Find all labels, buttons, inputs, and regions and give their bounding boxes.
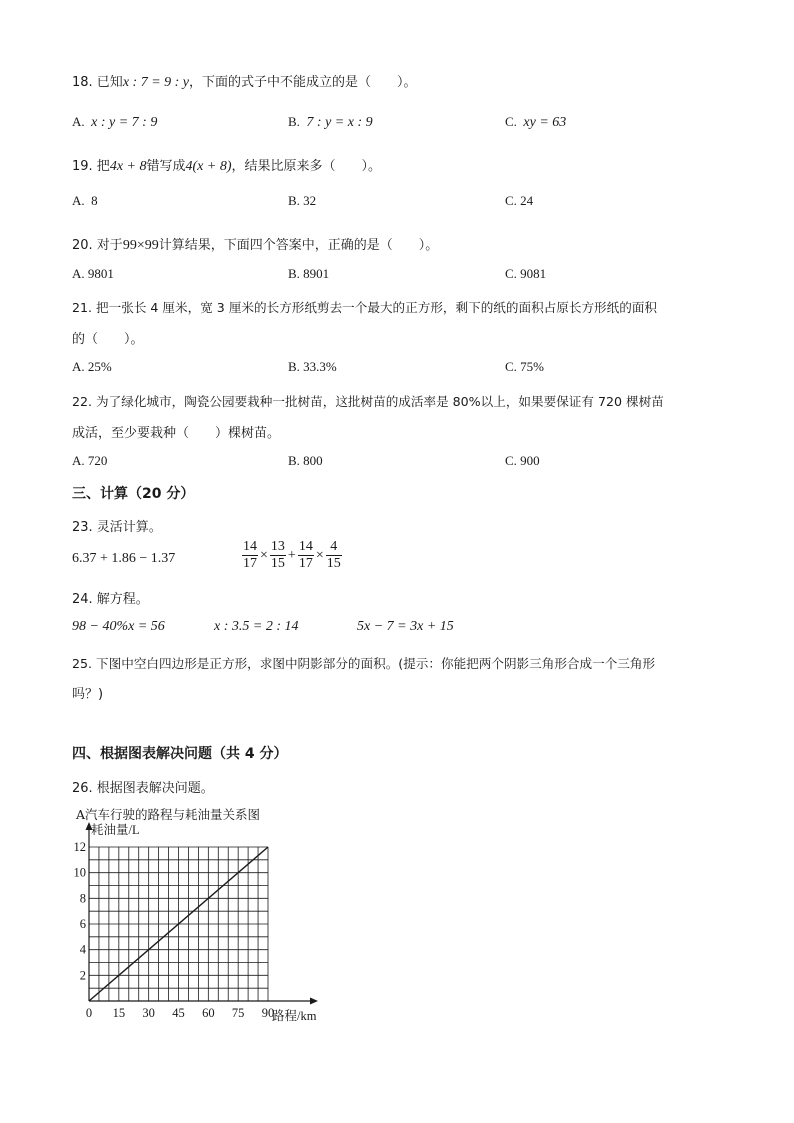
x-tick-label: 60: [202, 1006, 215, 1020]
q18-stem: [72, 71, 417, 91]
q25-stem-line2: 吗？): [72, 687, 104, 702]
x-axis-arrow: [310, 998, 318, 1005]
q23-expression-1: 6.37 + 1.86 − 1.37: [72, 551, 176, 566]
x-tick-label: 30: [142, 1006, 155, 1020]
line-chart: [60, 820, 340, 1030]
x-axis-label: 路程/km: [272, 1009, 317, 1023]
q22-option-c[interactable]: C. 900: [505, 453, 540, 468]
q24-stem: 24. 解方程。: [72, 592, 149, 607]
x-tick-label: 0: [85, 1006, 93, 1020]
x-tick-label: 90: [261, 1006, 275, 1020]
q19-stem: 19. 把4x + 8错写成4(x + 8)，结果比原来多（ ）。: [72, 159, 382, 174]
q19-option-b[interactable]: B. 32: [288, 193, 317, 208]
x-tick-label: 75: [231, 1006, 245, 1020]
q21-option-a[interactable]: A. 25%: [72, 359, 112, 374]
q19-option-a[interactable]: A. 8: [72, 193, 98, 208]
x-tick-label: 15: [112, 1006, 126, 1020]
x-tick-label: 45: [172, 1006, 185, 1020]
y-tick-label: 12: [73, 840, 86, 854]
q26-stem: 26. 根据图表解决问题。: [72, 781, 214, 796]
q23-fraction-d: $\frac{4}{15}$: [326, 539, 341, 571]
q21-option-b[interactable]: B. 33.3%: [288, 359, 337, 374]
q22-stem-line2: 成活，至少要栽种（ ）棵树苗。: [72, 426, 281, 441]
q18-stem-post: ，下面的式子中不能成立的是（ ）。: [189, 75, 417, 90]
y-tick-label: 4: [79, 942, 86, 957]
q23-expression-2: $\frac{14}{17}$ × $\frac{13}{15}$ + $\frac{14}{17}$ × $\frac{4}{15}$: [243, 539, 341, 571]
section-4-title: 四、根据图表解决问题（共 4 分）: [72, 746, 288, 762]
q21-option-c[interactable]: C. 75%: [505, 359, 545, 374]
q18-option-b[interactable]: B. 7 : y = x : 9: [288, 114, 373, 130]
y-tick-label: 8: [79, 891, 86, 906]
q18-option-a[interactable]: A. x : y = 7 : 9: [72, 114, 158, 130]
q22-stem-line1: 22. 为了绿化城市，陶瓷公园要栽种一批树苗，这批树苗的成活率是 80%以上，如果要保证有 720 棵树苗: [72, 394, 664, 409]
q20-stem: 20. 对于99×99计算结果，下面四个答案中，正确的是（ ）。: [72, 238, 439, 253]
q18-stem-pre: 18. 已知: [72, 75, 123, 90]
q21-stem-line1: 21. 把一张长 4 厘米，宽 3 厘米的长方形纸剪去一个最大的正方形，剩下的纸的面积占原长方形纸的面积: [72, 300, 658, 315]
y-tick-label: 6: [79, 917, 86, 931]
q22-option-b[interactable]: B. 800: [288, 453, 323, 468]
q23-fraction-c: $\frac{14}{17}$: [298, 539, 313, 571]
y-axis-label: 耗油量/L: [91, 823, 140, 837]
q24-equation-1: 98 − 40%x = 56: [72, 619, 165, 634]
q18-option-c[interactable]: C. xy = 63: [505, 114, 567, 130]
q22-option-a[interactable]: A. 720: [72, 453, 108, 468]
q23-fraction-b: $\frac{13}{15}$: [270, 539, 285, 571]
q25-stem-line1: 25. 下图中空白四边形是正方形，求图中阴影部分的面积。(提示：你能把两个阴影三角形合成一个三角形: [72, 656, 656, 671]
q20-option-c[interactable]: C. 9081: [505, 266, 547, 281]
y-tick-label: 10: [73, 865, 86, 880]
q23-fraction-a: $\frac{14}{17}$: [243, 539, 257, 571]
chart-title: A汽车行驶的路程与耗油量关系图: [76, 807, 261, 822]
q20-option-a[interactable]: A. 9801: [72, 266, 114, 281]
q24-equation-2: x : 3.5 = 2 : 14: [214, 619, 299, 634]
q20-option-b[interactable]: B. 8901: [288, 266, 330, 281]
q21-stem-line2: 的（ ）。: [72, 332, 144, 347]
q18-stem-math: x : 7 = 9 : y: [122, 75, 190, 90]
q23-stem: 23. 灵活计算。: [72, 520, 162, 535]
q24-equation-3: 5x − 7 = 3x + 15: [357, 619, 454, 634]
q19-option-c[interactable]: C. 24: [505, 193, 534, 208]
chart-axes: [86, 822, 319, 1005]
y-tick-label: 2: [79, 968, 86, 983]
section-3-title: 三、计算（20 分）: [72, 486, 195, 502]
